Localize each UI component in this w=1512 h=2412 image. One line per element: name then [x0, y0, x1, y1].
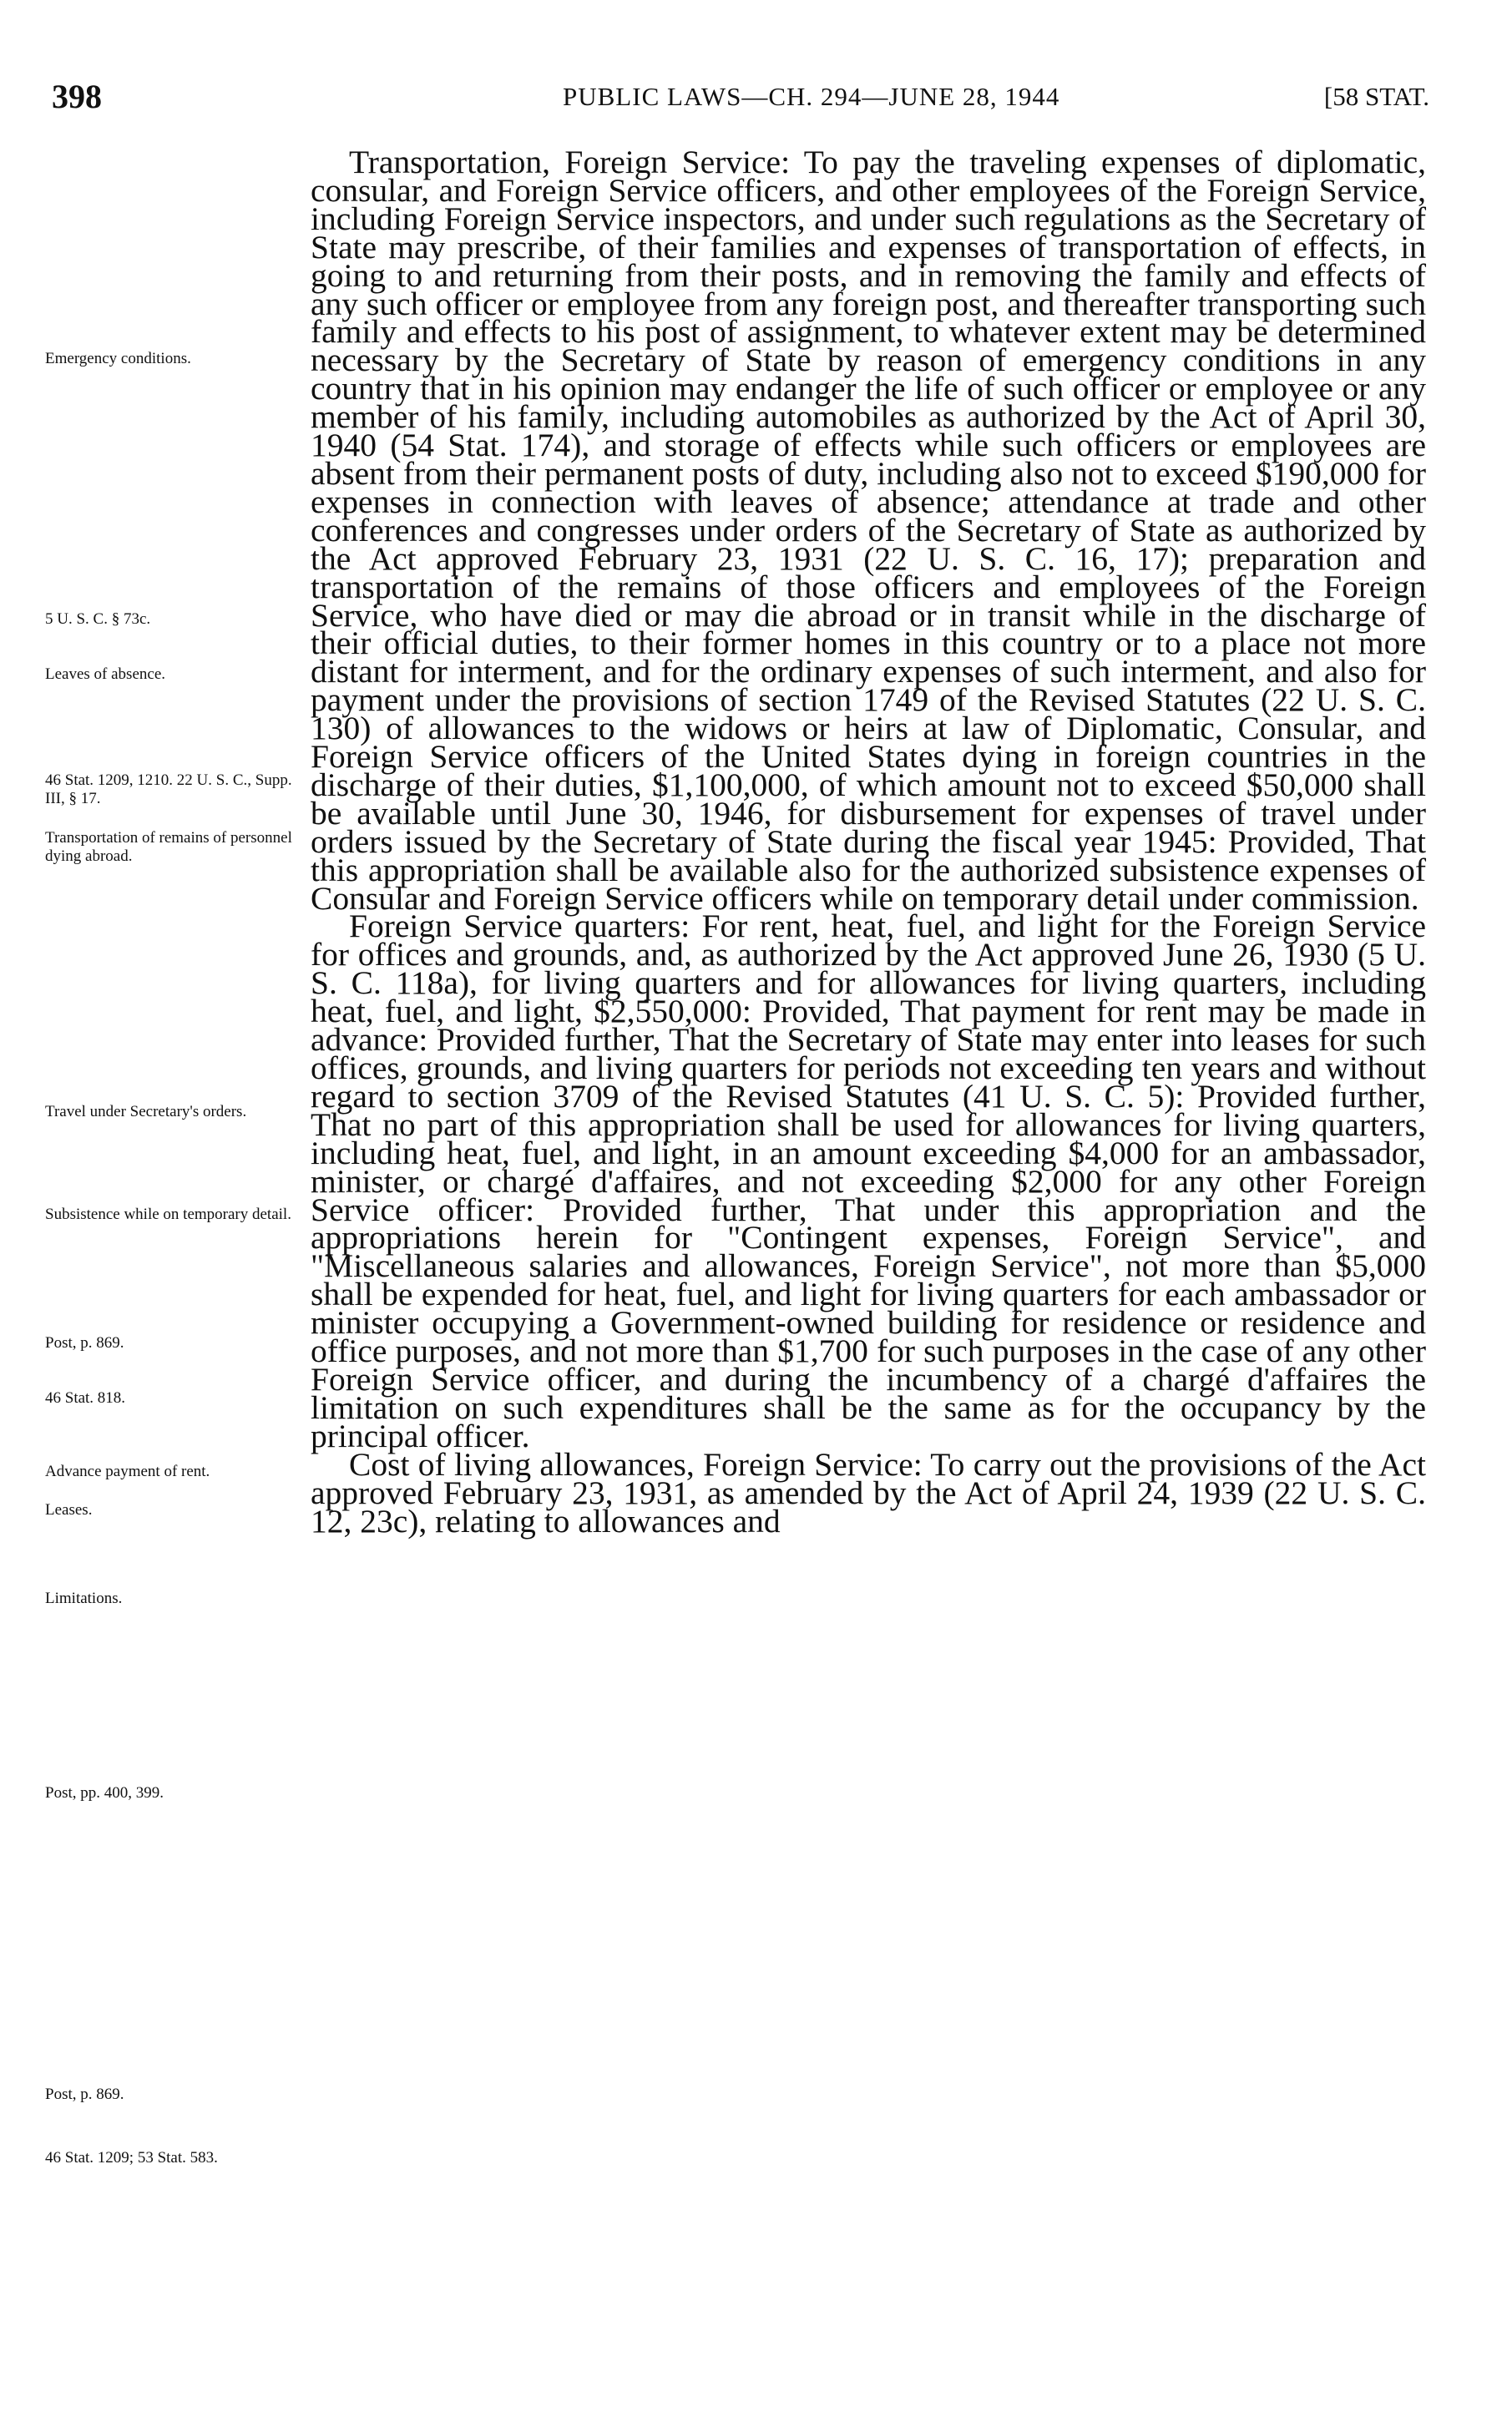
margin-note: Travel under Secretary's orders. [45, 1103, 247, 1120]
margin-note: Transportation of remains of personnel dying abroad. [45, 829, 292, 865]
paragraph-transportation: Transportation, Foreign Service: To pay the traveling expenses of diplomatic, consular, and Foreign Service officers, and other employees of the Foreign Service, including Foreign Service inspectors, and under such regulations as the Secretary of State may prescribe, of their families and expenses of transportation of effects, in going to and returning from their posts, and in removing the family and effects of any such officer or employee from any foreign post, and thereafter transporting such family and effects to his post of assignment, to whatever extent may be determined necessary by the Secretary of State by reason of emergency conditions in any country that in his opinion may endanger the life of such officer or employee or any member of his family, including automobiles as authorized by the Act of April 30, 1940 (54 Stat. 174), and storage of effects while such officers or employees are absent from their permanent posts of duty, including also not to exceed $190,000 for expenses in connection with leaves of absence; attendance at trade and other conferences and congresses under orders of the Secretary of State as authorized by the Act approved February 23, 1931 (22 U. S. C. 16, 17); preparation and transportation of the remains of those officers and employees of the Foreign Service, who have died or may die abroad or in transit while in the discharge of their official duties, to their former homes in this country or to a place not more distant for interment, and for the ordinary expenses of such interment, and also for payment under the provisions of section 1749 of the Revised Statutes (22 U. S. C. 130) of allowances to the widows or heirs at law of Diplomatic, Consular, and Foreign Service officers of the United States dying in foreign countries in the discharge of their duties, $1,100,000, of which amount not to exceed $50,000 shall be available until June 30, 1946, for disbursement for expenses of travel under orders issued by the Secretary of State during the fiscal year 1945: Provided, That this appropriation shall be available also for the authorized subsistence expenses of Consular and Foreign Service officers while on temporary detail under commission. [311, 144, 1426, 917]
body-text [311, 144, 1426, 1540]
margin-note: Subsistence while on temporary detail. [45, 1206, 291, 1223]
margin-note: Leaves of absence. [45, 665, 166, 683]
running-title: PUBLIC LAWS—CH. 294—JUNE 28, 1944 [563, 82, 1060, 111]
margin-note: 46 Stat. 818. [45, 1389, 126, 1407]
margin-note: 46 Stat. 1209; 53 Stat. 583. [45, 2149, 218, 2167]
page-header [52, 77, 1429, 119]
margin-note: Advance payment of rent. [45, 1463, 210, 1480]
paragraph-cost-of-living: Cost of living allowances, Foreign Service: To carry out the provisions of the Act approved February 23, 1931, as amended by the Act of April 24, 1939 (22 U. S. C. 12, 23c), relating to allowances and [311, 1445, 1426, 1540]
margin-note: Post, p. 869. [45, 2086, 124, 2103]
volume-reference: [58 STAT. [1323, 82, 1429, 111]
margin-note: Post, pp. 400, 399. [45, 1784, 164, 1802]
margin-note: Emergency conditions. [45, 350, 191, 367]
margin-note: Post, p. 869. [45, 1334, 124, 1352]
paragraph-quarters: Foreign Service quarters: For rent, heat, fuel, and light for the Foreign Service for offices and grounds, and, as authorized by the Act approved June 26, 1930 (5 U. S. C. 118a), for living quarters and for allowances for living quarters, including heat, fuel, and light, $2,550,000: Provided, That payment for rent may be made in advance: Provided further, That the Secretary of State may enter into leases for such offices, grounds, and living quarters for periods not exceeding ten years and without regard to section 3709 of the Revised Statutes (41 U. S. C. 5): Provided further, That no part of this appropriation shall be used for allowances for living quarters, including heat, fuel, and light, in an amount exceeding $4,000 for an ambassador, minister, or chargé d'affaires, and not exceeding $2,000 for any other Foreign Service officer: Provided further, That under this appropriation and the appropriations herein for "Contingent expenses, Foreign Service", and "Miscellaneous salaries and allowances, Foreign Service", not more than $5,000 shall be expended for heat, fuel, and light for living quarters for each ambassador or minister occupying a Government-owned building for residence or residence and office purposes, and not more than $1,700 for such purposes in the case of any other Foreign Service officer, and during the incumbency of a chargé d'affaires the limitation on such expenditures shall be the same as for the occupancy by the principal officer. [311, 908, 1426, 1454]
margin-note: Leases. [45, 1501, 93, 1519]
page-number: 398 [52, 78, 102, 115]
margin-note: 5 U. S. C. § 73c. [45, 610, 151, 628]
margin-note: Limitations. [45, 1590, 123, 1607]
margin-note: 46 Stat. 1209, 1210. 22 U. S. C., Supp. III, § 17. [45, 771, 292, 807]
